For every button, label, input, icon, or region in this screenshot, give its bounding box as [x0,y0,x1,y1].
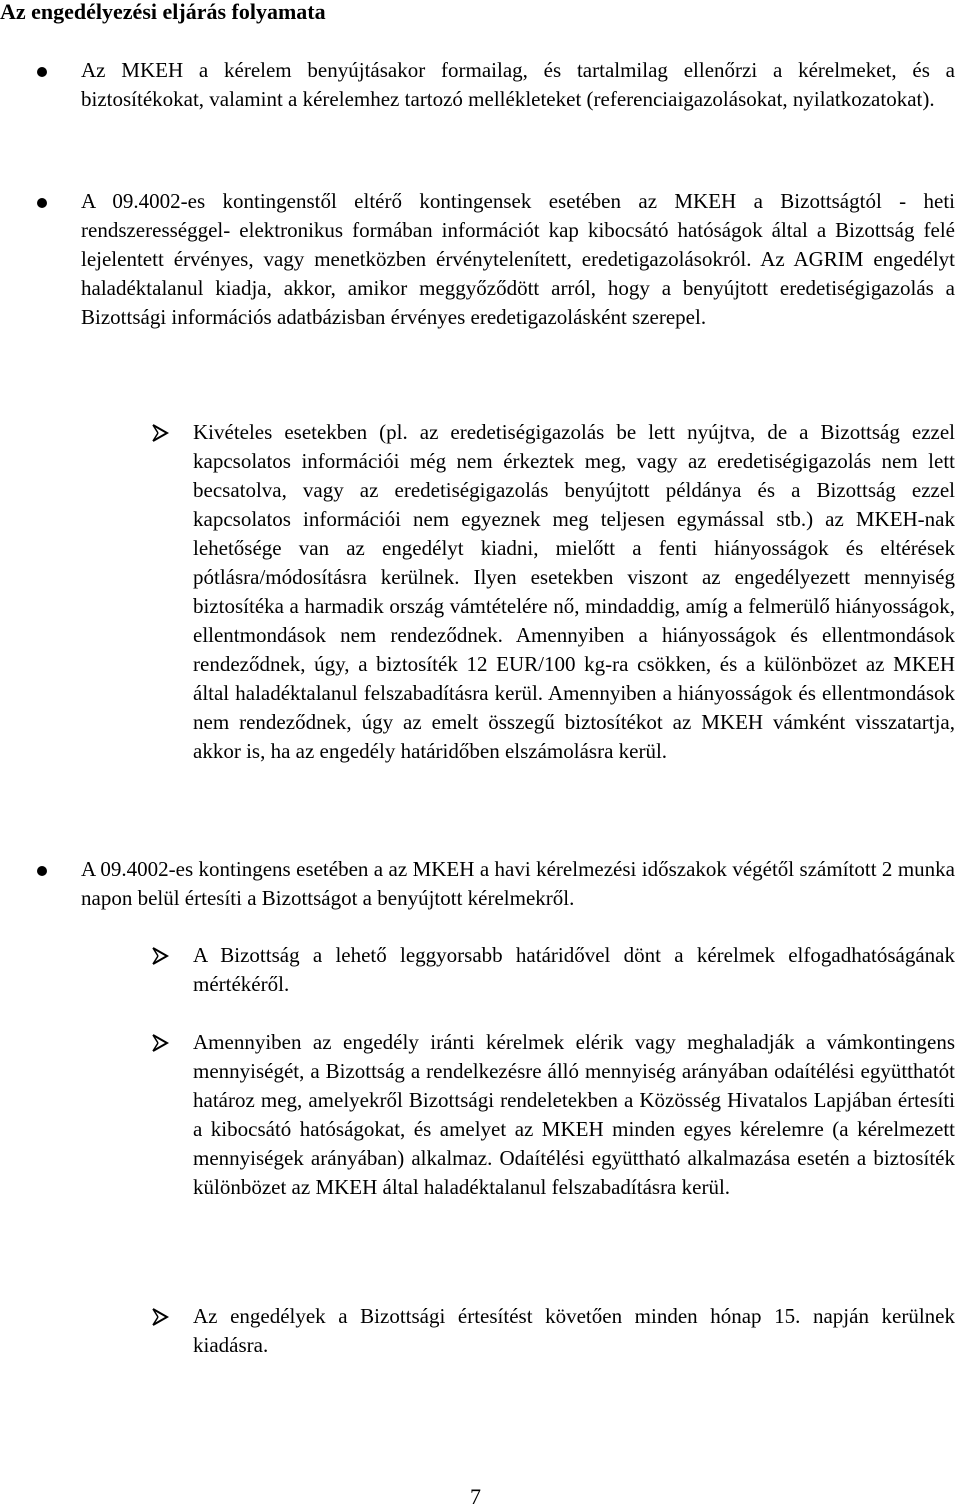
page-number: 7 [470,1484,481,1509]
sub-bullet-paragraph: Az engedélyek a Bizottsági értesítést követően minden hónap 15. napján kerülnek kiadásra. [193,1304,955,1357]
bullet-dot-icon [37,866,47,876]
arrowhead-icon [150,1306,172,1328]
bullet-paragraph: A 09.4002-es kontingens esetében a az MKEH a havi kérelmezési időszakok végétől számított 2 munka napon belül értesíti a Bizottságot a benyújtott kérelmekről. [81,857,955,910]
arrowhead-icon [150,945,172,967]
bullet-dot-icon [37,198,47,208]
bullet-dot-icon [37,67,47,77]
arrowhead-icon [150,422,172,444]
sub-bullet-paragraph: Amennyiben az engedély iránti kérelmek elérik vagy meghaladják a vámkontingens mennyiségét, a Bizottság a rendelkezésre álló mennyiség arányában odaítélési együtthatót határoz meg, amelyekről Bizottsági rendeletekben a Közösség Hivatalos Lapjában értesíti a kibocsátó hatóságokat, és amelyet az MKEH minden egyes kérelemre (a kérelmezett mennyiségek arányában) alkalmaz. Odaítélési együttható alkalmazása esetén a biztosíték különbözet az MKEH által haladéktalanul felszabadításra kerül. [193,1030,955,1199]
bullet-paragraph: A 09.4002-es kontingenstől eltérő kontingensek esetében az MKEH a Bizottságtól - heti rendszerességgel- elektronikus formában információt kap kibocsátó hatóságok által a Bizottság felé lejelentett érvényes, vagy menetközben érvénytelenített, eredetigazolásokról. Az AGRIM engedélyt haladéktalanul kiadja, akkor, amikor meggyőződött arról, hogy a benyújtott eredetiségigazolás a Bizottsági információs adatbázisban érvényes eredetigazolásként szerepel. [81,189,955,329]
page-heading: Az engedélyezési eljárás folyamata [0,0,326,24]
bullet-paragraph: Az MKEH a kérelem benyújtásakor formailag, és tartalmilag ellenőrzi a kérelmeket, és a biztosítékokat, valamint a kérelemhez tartozó mellékleteket (referenciaigazolásokat, nyilatkozatokat). [81,58,955,111]
arrowhead-icon [150,1032,172,1054]
sub-bullet-paragraph: A Bizottság a lehető leggyorsabb határidővel dönt a kérelmek elfogadhatóságának mértékéről. [193,943,955,996]
sub-bullet-paragraph: Kivételes esetekben (pl. az eredetiségigazolás be lett nyújtva, de a Bizottság ezzel kapcsolatos információi még nem érkeztek meg, vagy az eredetiségigazolás nem lett becsatolva, vagy az eredetiségigazolás benyújtott példánya és a Bizottság ezzel kapcsolatos információi nem egyeznek meg teljesen egymással stb.) az MKEH-nak lehetősége van az engedélyt kiadni, mielőtt a fenti hiányosságok és eltérések pótlásra/módosításra kerülnek. Ilyen esetekben viszont az engedélyezett mennyiség biztosítéka a harmadik ország vámtételére nő, mindaddig, amíg a felmerülő hiányosságok, ellentmondások nem rendeződnek. Amennyiben a hiányosságok és ellentmondások rendeződnek, úgy, a biztosíték 12 EUR/100 kg-ra csökken, és a különbözet az MKEH által haladéktalanul felszabadításra kerül. Amennyiben a hiányosságok és ellentmondások nem rendeződnek, úgy az emelt összegű biztosítékot az MKEH vámként visszatartja, akkor is, ha az engedély határidőben elszámolásra kerül. [193,420,955,763]
